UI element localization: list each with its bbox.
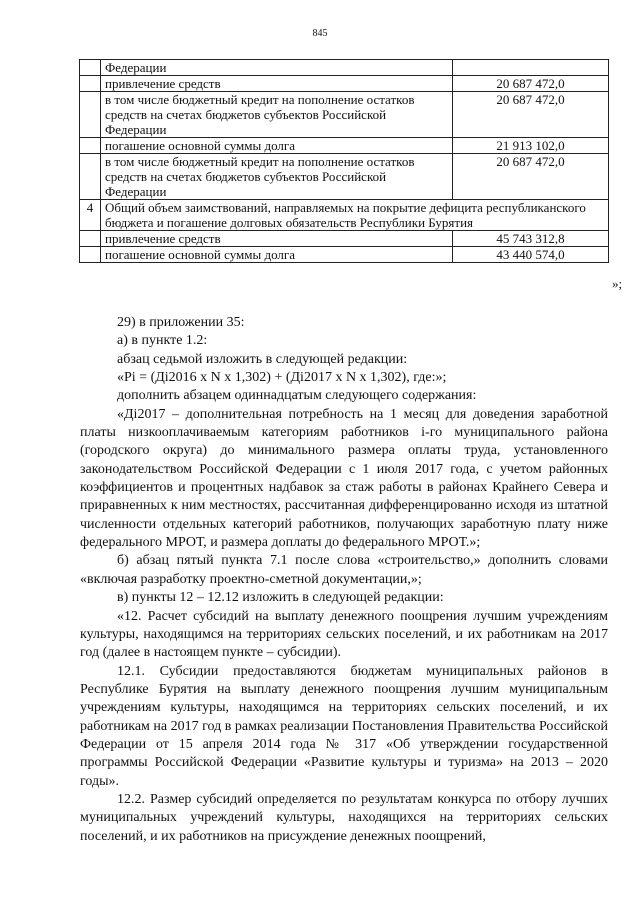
- row-label: в том числе бюджетный кредит на пополнение остатков средств на счетах бюджетов субъектов Российской Федерации: [101, 154, 453, 200]
- row-value: 20 687 472,0: [453, 154, 609, 200]
- row-number: [80, 231, 101, 247]
- row-label: в том числе бюджетный кредит на пополнение остатков средств на счетах бюджетов субъектов Российской Федерации: [101, 92, 453, 138]
- row-value: 21 913 102,0: [453, 138, 609, 154]
- row-number: 4: [80, 200, 101, 231]
- paragraph: «Дi2017 – дополнительная потребность на 1 месяц для доведения заработной платы низкооплачиваемым категориям работников i-го муниципального района (городского округа) до минимального размера оплаты труда, установленного законодательством Российской Федерации с 1 июля 2017 года, с учетом районных коэффициентов и процентных надбавок за стаж работы в районах Крайнего Севера и приравненных к ним местностях, рассчитанная дифференцированно исходя из штатной численности отдельных категорий работников, получающих заработную плату ниже федерального МРОТ, и размера доплаты до федерального МРОТ.»;: [80, 406, 608, 551]
- paragraph: 29) в приложении 35:: [117, 315, 245, 330]
- row-number: [80, 154, 101, 200]
- table-row: [80, 231, 609, 247]
- page-number: 845: [312, 28, 328, 39]
- row-label: погашение основной суммы долга: [101, 247, 453, 263]
- paragraph: «Pi = (Дi2016 x N x 1,302) + (Дi2017 x N x 1,302), где:»;: [117, 370, 447, 386]
- borrowing-table: [79, 59, 609, 263]
- row-value: 20 687 472,0: [453, 76, 609, 92]
- row-value: [453, 60, 609, 76]
- row-value: 45 743 312,8: [453, 231, 609, 247]
- table-row: [80, 92, 609, 138]
- document-body: [80, 314, 608, 846]
- table-row: [80, 154, 609, 200]
- row-number: [80, 138, 101, 154]
- row-label: погашение основной суммы долга: [101, 138, 453, 154]
- table-row: [80, 138, 609, 154]
- paragraph: абзац седьмой изложить в следующей редакции:: [117, 351, 408, 367]
- row-label: привлечение средств: [101, 76, 453, 92]
- row-value: 20 687 472,0: [453, 92, 609, 138]
- table-row: [80, 247, 609, 263]
- table-row: [80, 76, 609, 92]
- row-number: [80, 247, 101, 263]
- paragraph: дополнить абзацем одиннадцатым следующего содержания:: [117, 388, 477, 404]
- paragraph: а) в пункте 1.2:: [117, 333, 208, 349]
- row-label: Федерации: [101, 60, 453, 76]
- paragraph: 12.2. Размер субсидий определяется по результатам конкурса по отбору лучших муниципальных учреждений культуры, находящихся на территориях сельских поселений, и их работников на присуждение денежных поощрений,: [80, 791, 608, 844]
- row-number: [80, 60, 101, 76]
- row-value: 43 440 574,0: [453, 247, 609, 263]
- row-label: привлечение средств: [101, 231, 453, 247]
- paragraph: 12.1. Субсидии предоставляются бюджетам муниципальных районов в Республике Бурятия на выплату денежного поощрения лучшим муниципальным учреждениям культуры, находящимся на территориях сельских поселений, и их работникам на 2017 год в рамках реализации Постановления Правительства Российской Федерации от 15 апреля 2014 года № 317 «Об утверждении государственной программы Российской Федерации «Развитие культуры и туризма» на 2013 – 2020 годы».: [80, 663, 608, 789]
- row-number: [80, 76, 101, 92]
- paragraph: б) абзац пятый пункта 7.1 после слова «строительство,» дополнить словами «включая разработку проектно-сметной документации,»;: [80, 553, 608, 587]
- paragraph: в) пункты 12 – 12.12 изложить в следующей редакции:: [117, 590, 444, 606]
- row-label-wide: Общий объем заимствований, направляемых на покрытие дефицита республиканского бюджета и погашение долговых обязательств Республики Бурятия: [101, 200, 609, 231]
- table-row: [80, 60, 609, 76]
- closing-quote-mark: »;: [612, 276, 623, 291]
- paragraph: «12. Расчет субсидий на выплату денежного поощрения лучшим учреждениям культуры, находящимся на территориях сельских поселений, и их работникам на 2017 год (далее в настоящем пункте – субсидии).: [80, 608, 608, 661]
- table-row: [80, 200, 609, 231]
- row-number: [80, 92, 101, 138]
